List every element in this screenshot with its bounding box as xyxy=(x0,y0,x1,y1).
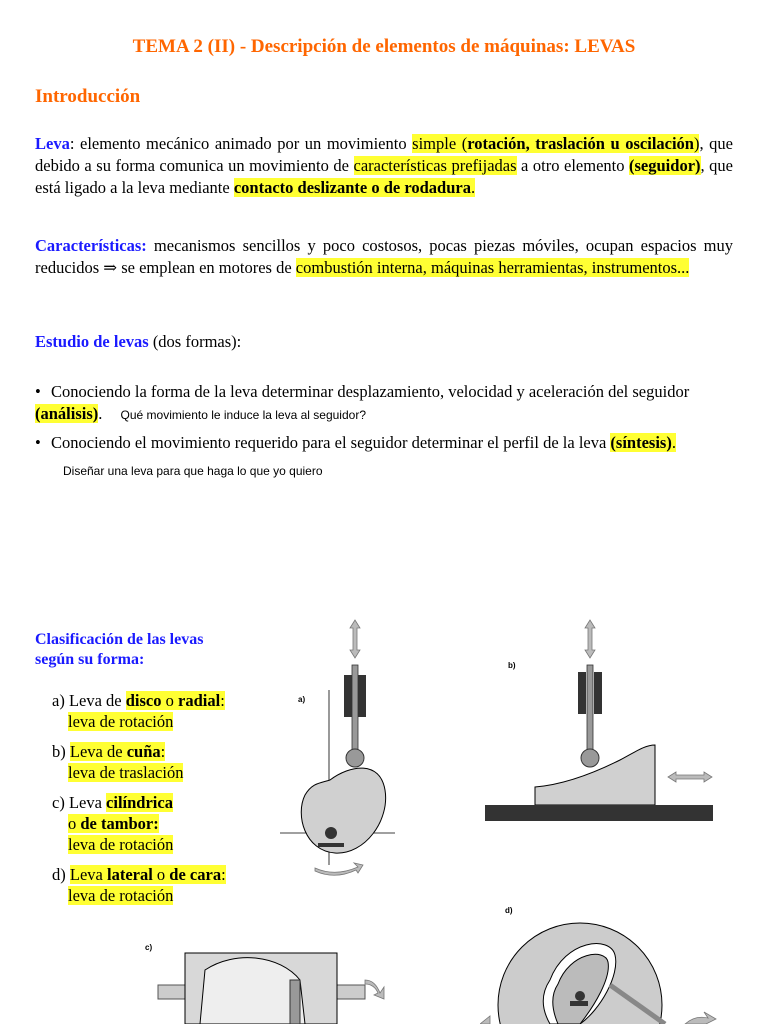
highlight: leva de rotación xyxy=(68,835,174,854)
figure-label: d) xyxy=(505,906,513,915)
highlight: combustión interna, máquinas herramientas, instrumentos... xyxy=(295,258,690,277)
leva-definition xyxy=(35,133,733,199)
bullet-icon: • xyxy=(35,433,41,452)
guide-block xyxy=(344,675,352,717)
text: , que está ligado a la leva mediante xyxy=(35,156,733,197)
highlight: leva de rotación xyxy=(68,712,174,731)
cam-profile xyxy=(301,768,385,853)
highlight: contacto deslizante o de rodadura xyxy=(233,178,471,197)
list-item: b) Leva de cuña: leva de traslación xyxy=(52,742,184,782)
guide-block xyxy=(578,672,586,714)
cam-base xyxy=(318,843,344,847)
note: Diseñar una leva para que haga lo que yo quiero xyxy=(63,464,323,478)
list-item xyxy=(35,381,735,426)
highlight: leva de rotación xyxy=(68,886,174,905)
figure-label: c) xyxy=(145,943,153,952)
base-plate xyxy=(485,805,713,821)
note: Qué movimiento le induce la leva al seguidor? xyxy=(120,408,366,422)
shaft xyxy=(335,985,365,999)
arrow-icon xyxy=(480,1016,490,1024)
text: : elemento mecánico animado por un movimiento xyxy=(69,134,413,153)
estudio-heading xyxy=(35,331,733,353)
highlight: cilíndrica xyxy=(106,793,173,812)
text: , que debido a su forma comunica un movimiento de xyxy=(35,134,734,175)
highlight: (síntesis). xyxy=(610,433,676,452)
highlight: . xyxy=(470,178,476,197)
figure-label: b) xyxy=(508,661,516,670)
intro-heading: Introducción xyxy=(35,86,141,107)
horizontal-arrow-icon xyxy=(668,772,712,782)
clasificacion-heading xyxy=(35,630,203,670)
term-estudio: Estudio de levas xyxy=(35,332,149,351)
highlight: (análisis) xyxy=(35,404,99,423)
text: Conociendo la forma de la leva determinar desplazamiento, velocidad y aceleración del seguidor xyxy=(51,382,690,401)
highlight: o de tambor: xyxy=(68,814,159,833)
text: Conociendo el movimiento requerido para el seguidor determinar el perfil de la leva xyxy=(51,433,611,452)
rotation-arrow-icon xyxy=(685,1012,716,1024)
highlight: (seguidor) xyxy=(629,156,701,175)
bullet-icon: • xyxy=(35,382,41,401)
cam-base xyxy=(570,1001,588,1006)
follower-rod xyxy=(290,980,300,1024)
cam-shaft xyxy=(325,827,337,839)
highlight: disco o radial: xyxy=(125,691,225,710)
page-title: TEMA 2 (II) - Descripción de elementos de máquinas: LEVAS xyxy=(132,36,636,57)
figure-label: a) xyxy=(298,695,306,704)
highlight: características prefijadas xyxy=(353,156,517,175)
follower-roller xyxy=(581,749,599,767)
highlight: Leva de cuña: xyxy=(69,742,166,761)
term-leva: Leva xyxy=(35,134,70,153)
guide-block xyxy=(358,675,366,717)
vertical-arrow-icon xyxy=(585,620,595,658)
text: mecanismos sencillos y poco costosos, pocas piezas móviles, ocupan espacios muy reducidos ⇒ se emplean en motores de xyxy=(35,236,733,277)
wedge-cam-figure xyxy=(480,615,720,830)
vertical-arrow-icon xyxy=(350,620,360,658)
list-item: a) Leva de disco o radial: leva de rotación xyxy=(52,691,225,731)
highlight: Leva lateral o de cara: xyxy=(69,865,226,884)
caracteristicas-paragraph xyxy=(35,235,733,279)
list-item: c) Leva cilíndrica o de tambor: leva de rotación xyxy=(52,793,174,854)
cam-shaft xyxy=(575,991,585,1001)
list-item: d) Leva lateral o de cara: leva de rotación xyxy=(52,865,226,905)
rotation-arrow-icon xyxy=(315,863,363,875)
term-caracteristicas: Características: xyxy=(35,236,147,255)
text: (dos formas): xyxy=(148,332,242,351)
heading-line: según su forma: xyxy=(35,651,145,668)
guide-block xyxy=(594,672,602,714)
text: . xyxy=(98,404,103,423)
follower-rod xyxy=(352,665,358,755)
heading-line: Clasificación de las levas xyxy=(35,631,204,648)
face-cam-figure xyxy=(480,900,720,1024)
shaft xyxy=(158,985,188,999)
follower-rod xyxy=(587,665,593,757)
cylindrical-cam-figure xyxy=(140,935,390,1024)
highlight: simple (rotación, traslación u oscilación) xyxy=(412,134,700,153)
disc-cam-figure xyxy=(270,615,400,885)
rotation-arrow-icon xyxy=(365,980,384,999)
follower-roller xyxy=(346,749,364,767)
list-item xyxy=(35,432,735,454)
highlight: leva de traslación xyxy=(68,763,184,782)
text: a otro elemento xyxy=(516,156,630,175)
